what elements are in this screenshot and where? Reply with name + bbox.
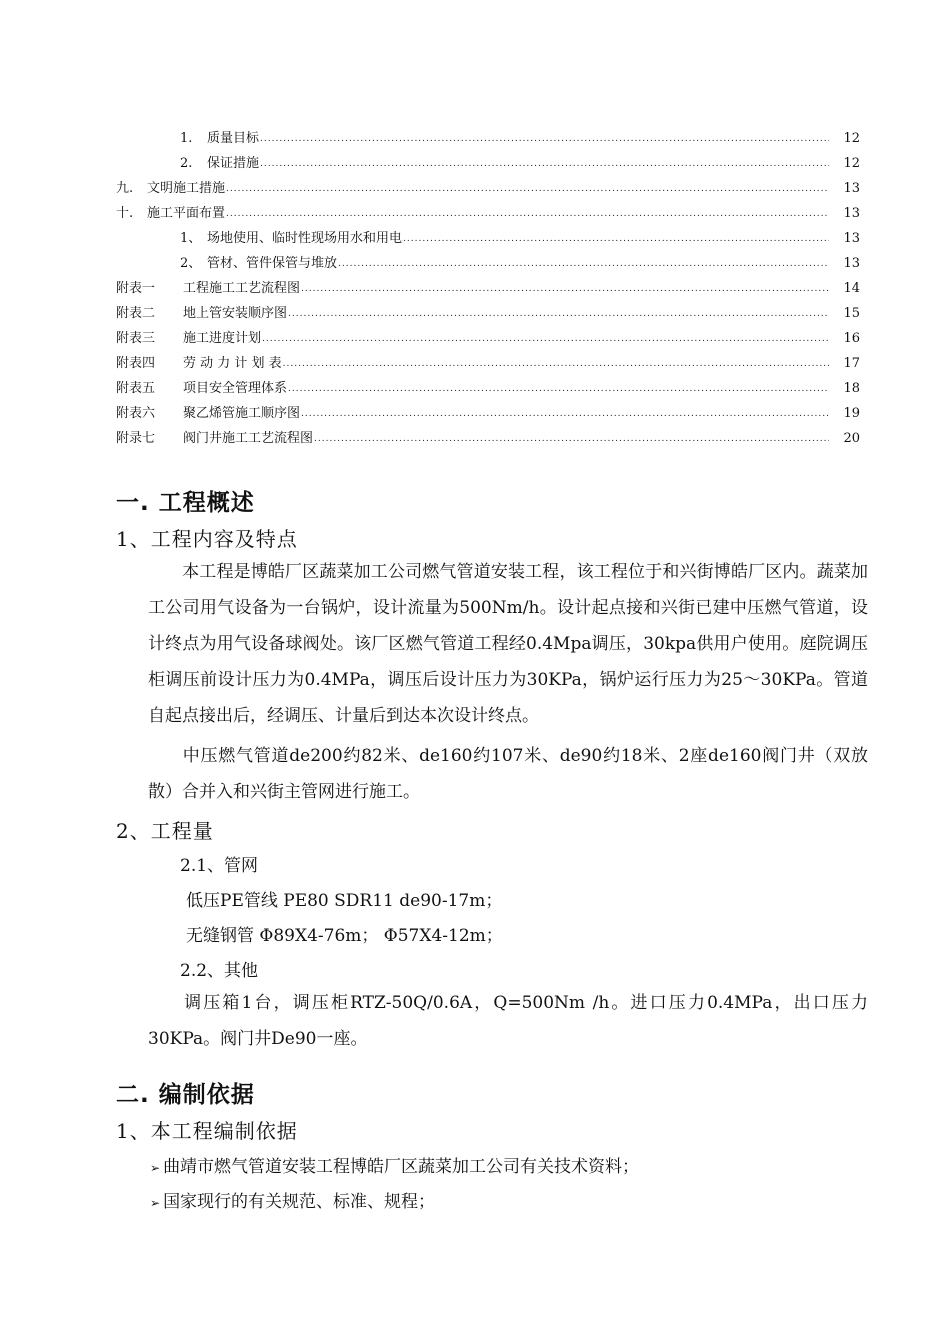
toc-entry-page: 13 bbox=[843, 231, 860, 246]
toc-entry-page: 13 bbox=[843, 256, 860, 271]
toc-entry[interactable] bbox=[0, 201, 860, 226]
toc-entry-page: 14 bbox=[843, 281, 860, 296]
section-heading-basis: 二. 编制依据 bbox=[116, 1082, 255, 1108]
toc-leader-dots bbox=[403, 226, 829, 251]
toc-entry-title: 工程施工工艺流程图 bbox=[183, 281, 301, 296]
toc-entry[interactable] bbox=[0, 376, 860, 401]
toc-leader-dots bbox=[283, 351, 829, 376]
toc-entry-number: 附录七 bbox=[116, 431, 156, 446]
toc-entry-page: 15 bbox=[843, 306, 860, 321]
bullet-item-1: ➢ 曲靖市燃气管道安装工程博皓厂区蔬菜加工公司有关技术资料； bbox=[150, 1157, 640, 1177]
toc-entry-number: 附表五 bbox=[116, 381, 156, 396]
toc-entry[interactable] bbox=[0, 226, 860, 251]
toc-leader-dots bbox=[262, 326, 829, 351]
toc-entry-page: 12 bbox=[843, 156, 860, 171]
toc-entry-title: 保证措施 bbox=[207, 156, 260, 171]
toc-leader-dots bbox=[338, 251, 829, 276]
toc-leader-dots bbox=[226, 176, 829, 201]
toc-entry[interactable] bbox=[0, 301, 860, 326]
toc-entry-number: 十. bbox=[116, 206, 134, 221]
item-other: 2.2、其他 bbox=[180, 961, 259, 981]
toc-entry-title: 阀门井施工工艺流程图 bbox=[183, 431, 314, 446]
toc-entry-title: 场地使用、临时性现场用水和用电 bbox=[207, 231, 403, 246]
toc-entry-title: 施工进度计划 bbox=[183, 331, 262, 346]
toc-entry-number: 附表四 bbox=[116, 356, 156, 371]
toc-entry[interactable] bbox=[0, 151, 860, 176]
toc-entry-page: 16 bbox=[843, 331, 860, 346]
toc-entry-page: 17 bbox=[843, 356, 860, 371]
toc-entry-page: 12 bbox=[843, 131, 860, 146]
toc-leader-dots bbox=[288, 376, 829, 401]
toc-entry-title: 聚乙烯管施工顺序图 bbox=[183, 406, 301, 421]
toc-entry-number: 附表一 bbox=[116, 281, 156, 296]
toc-entry-title: 管材、管件保管与堆放 bbox=[207, 256, 338, 271]
toc-entry-number: 1. bbox=[180, 131, 193, 146]
toc-leader-dots bbox=[260, 151, 829, 176]
toc-entry-title: 项目安全管理体系 bbox=[183, 381, 288, 396]
arrow-bullet-icon: ➢ bbox=[150, 1161, 161, 1175]
line-steel-pipe: 无缝钢管 Φ89X4-76m； Φ57X4-12m； bbox=[186, 926, 503, 946]
toc-entry-number: 附表二 bbox=[116, 306, 156, 321]
toc-entry-page: 19 bbox=[843, 406, 860, 421]
subheading-basis: 1、本工程编制依据 bbox=[116, 1119, 298, 1143]
toc-entry-number: 2. bbox=[180, 156, 193, 171]
toc-entry-page: 13 bbox=[843, 206, 860, 221]
toc-leader-dots bbox=[314, 426, 829, 451]
toc-entry[interactable] bbox=[0, 426, 860, 451]
toc-entry-title: 劳 动 力 计 划 表 bbox=[183, 356, 282, 371]
subheading-quantities: 2、工程量 bbox=[116, 819, 214, 843]
line-pe-pipe: 低压PE管线 PE80 SDR11 de90-17m； bbox=[186, 891, 503, 911]
item-pipe-network: 2.1、管网 bbox=[180, 856, 259, 876]
toc-entry[interactable] bbox=[0, 126, 860, 151]
toc-entry-number: 九. bbox=[116, 181, 134, 196]
toc-entry[interactable] bbox=[0, 251, 860, 276]
toc-entry-page: 13 bbox=[843, 181, 860, 196]
toc-entry-number: 2、 bbox=[180, 256, 202, 271]
toc-leader-dots bbox=[301, 276, 829, 301]
toc-entry-number: 1、 bbox=[180, 231, 202, 246]
paragraph-regulator: 调压箱1台，调压柜RTZ-50Q/0.6A，Q=500Nm /h。进口压力0.4MPa，出口压力30KPa。阀门井De90一座。 bbox=[148, 993, 868, 1049]
toc-leader-dots bbox=[260, 126, 829, 151]
toc-entry-title: 地上管安装顺序图 bbox=[183, 306, 288, 321]
toc-entry[interactable] bbox=[0, 351, 860, 376]
toc-leader-dots bbox=[288, 301, 829, 326]
toc-entry[interactable] bbox=[0, 176, 860, 201]
bullet-item-2: ➢ 国家现行的有关规范、标准、规程； bbox=[150, 1192, 436, 1212]
toc-entry[interactable] bbox=[0, 276, 860, 301]
table-of-contents bbox=[0, 126, 950, 451]
arrow-bullet-icon: ➢ bbox=[150, 1196, 161, 1210]
toc-leader-dots bbox=[226, 201, 829, 226]
toc-entry-page: 18 bbox=[843, 381, 860, 396]
toc-entry-title: 质量目标 bbox=[207, 131, 260, 146]
toc-entry-number: 附表三 bbox=[116, 331, 156, 346]
toc-entry-number: 附表六 bbox=[116, 406, 156, 421]
toc-entry[interactable] bbox=[0, 326, 860, 351]
toc-entry-page: 20 bbox=[843, 431, 860, 446]
toc-entry-title: 施工平面布置 bbox=[147, 206, 226, 221]
subheading-content-features: 1、工程内容及特点 bbox=[116, 527, 298, 551]
toc-leader-dots bbox=[301, 401, 829, 426]
toc-entry[interactable] bbox=[0, 401, 860, 426]
paragraph-pipeline: 中压燃气管道de200约82米、de160约107米、de90约18米、2座de160阀门井（双放散）合并入和兴街主管网进行施工。 bbox=[148, 746, 868, 802]
toc-entry-title: 文明施工措施 bbox=[147, 181, 226, 196]
section-heading-overview: 一. 工程概述 bbox=[116, 490, 255, 516]
paragraph-overview: 本工程是博皓厂区蔬菜加工公司燃气管道安装工程，该工程位于和兴街博皓厂区内。蔬菜加工公司用气设备为一台锅炉，设计流量为500Nm/h。设计起点接和兴街已建中压燃气管道，设计终点为用气设备球阀处。该厂区燃气管道工程经0.4Mpa调压，30kpa供用户使用。庭院调压柜调压前设计压力为0.4MPa，调压后设计压力为30KPa，锅炉运行压力为25～30KPa。管道自起点接出后，经调压、计量后到达本次设计终点。 bbox=[148, 562, 868, 726]
